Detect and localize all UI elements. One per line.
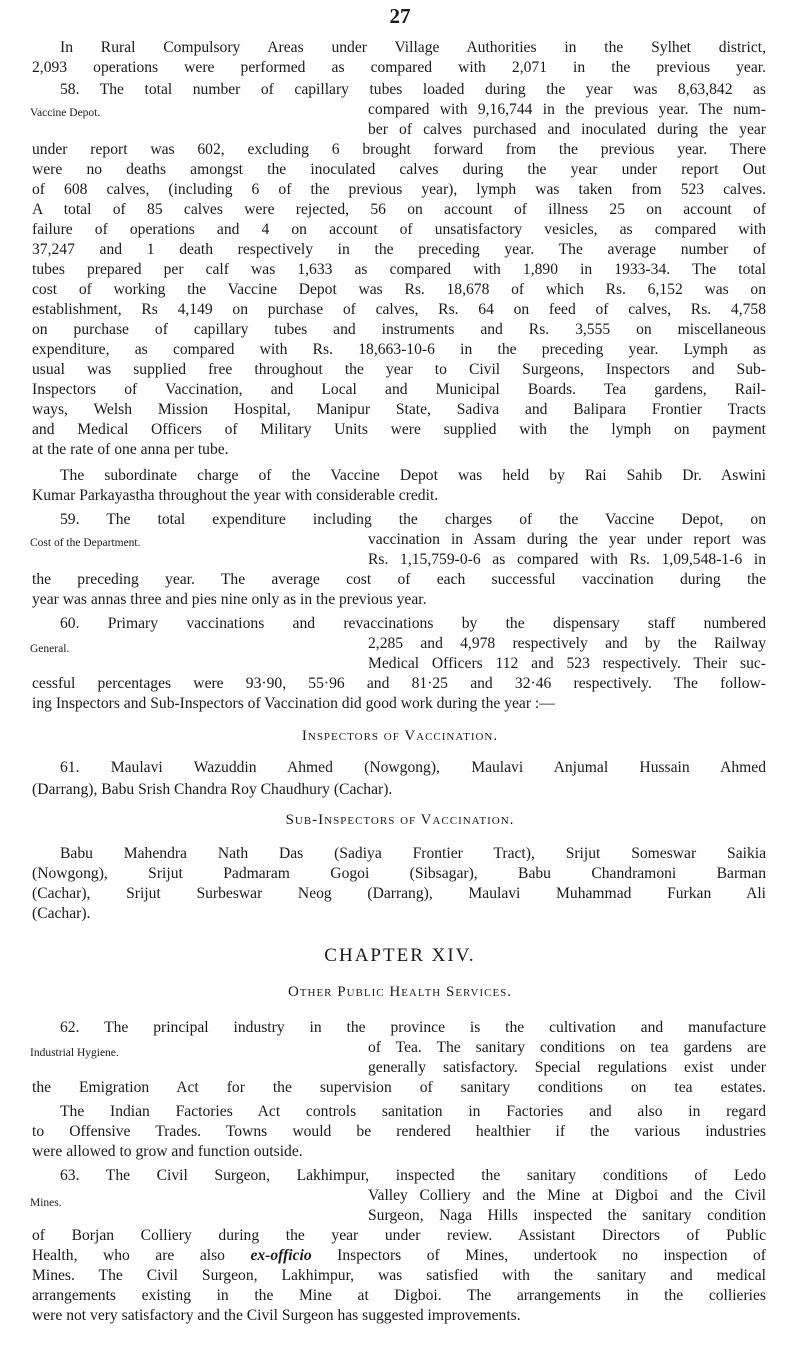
p58-line-10: tubes prepared per calf was 1,633 as compared with 1,890 in 1933-34. The total <box>32 261 766 278</box>
p58-line-8: failure of operations and 4 on account of unsatisfactory vesicles, as compared with <box>32 221 766 238</box>
p58-line-5: were no deaths amongst the inoculated calves during the year under report Out <box>32 161 766 178</box>
chapter-subtitle: Other Public Health Services. <box>287 984 513 1000</box>
ex-officio-text: ex-officio <box>250 1247 312 1264</box>
p62-line-5: The Indian Factories Act controls sanitation in Factories and also in regard <box>60 1103 766 1120</box>
p62-line-3: generally satisfactory. Special regulations exist under <box>368 1059 766 1076</box>
margin-note-vaccine-depot: Vaccine Depot. <box>30 107 101 119</box>
p63-line-7: arrangements existing in the Mine at Digboi. The arrangements in the collieries <box>32 1287 766 1304</box>
p58-line-20: The subordinate charge of the Vaccine Depot was held by Rai Sahib Dr. Aswini <box>60 467 766 484</box>
p59-line-2: vaccination in Assam during the year under report was <box>368 531 766 548</box>
p58-line-2: compared with 9,16,744 in the previous year. The num- <box>368 101 766 118</box>
p58-line-3: ber of calves purchased and inoculated during the year <box>368 121 766 138</box>
p58-line-12: establishment, Rs 4,149 on purchase of calves, Rs. 64 on feed of calves, Rs. 4,758 <box>32 301 766 318</box>
sub-inspectors-line-2: (Nowgong), Srijut Padmaram Gogoi (Sibsagar), Babu Chandramoni Barman <box>32 865 766 882</box>
p58-line-15: usual was supplied free throughout the year to Civil Surgeons, Inspectors and Sub- <box>32 361 766 378</box>
p62-line-2: of Tea. The sanitary conditions on tea gardens are <box>368 1039 766 1056</box>
p58-line-18: and Medical Officers of Military Units were supplied with the lymph on payment <box>32 421 766 438</box>
p58-line-21: Kumar Parkayastha throughout the year with considerable credit. <box>32 487 439 504</box>
p63-line-5: Health, who are also ex-officio Inspectors of Mines, undertook no inspection of <box>32 1247 766 1264</box>
p63-line-3: Surgeon, Naga Hills inspected the sanitary condition <box>368 1207 766 1224</box>
p62-line-4: the Emigration Act for the supervision of sanitary conditions on tea estates. <box>32 1079 766 1096</box>
sub-inspectors-heading: Sub-Inspectors of Vaccination. <box>285 812 515 828</box>
p58-line-11: cost of working the Vaccine Depot was Rs. 18,678 of which Rs. 6,152 was on <box>32 281 766 298</box>
p58-line-9: 37,247 and 1 death respectively in the preceding year. The average number of <box>32 241 766 258</box>
p60-line-1: 60. Primary vaccinations and revaccinations by the dispensary staff numbered <box>60 615 766 632</box>
p60-line-3: Medical Officers 112 and 523 respectively. Their suc- <box>368 655 766 672</box>
page-number: 27 <box>389 4 411 28</box>
margin-note-cost: Cost of the Department. <box>30 537 141 549</box>
p58-line-17: ways, Welsh Mission Hospital, Manipur State, Sadiva and Balipara Frontier Tracts <box>32 401 766 418</box>
p58-line-16: Inspectors of Vaccination, and Local and Municipal Boards. Tea gardens, Rail- <box>32 381 766 398</box>
p63-line-2: Valley Colliery and the Mine at Digboi and the Civil <box>368 1187 766 1204</box>
inspectors-heading: Inspectors of Vaccination. <box>301 728 499 744</box>
p63-line-1: 63. The Civil Surgeon, Lakhimpur, inspected the sanitary conditions of Ledo <box>60 1167 766 1184</box>
p58-line-7: A total of 85 calves were rejected, 56 on account of illness 25 on account of <box>32 201 766 218</box>
p62-line-1: 62. The principal industry in the province is the cultivation and manufacture <box>60 1019 766 1036</box>
p62-line-7: were allowed to grow and function outside. <box>32 1143 303 1160</box>
p58-line-13: on purchase of capillary tubes and instruments and Rs. 3,555 on miscellaneous <box>32 321 766 338</box>
intro-line-2: 2,093 operations were performed as compared with 2,071 in the previous year. <box>32 59 766 76</box>
p60-line-4: cessful percentages were 93·90, 55·96 and 81·25 and 32·46 respectively. The follow- <box>32 675 766 692</box>
p59-line-3: Rs. 1,15,759-0-6 as compared with Rs. 1,09,548-1-6 in <box>368 551 766 568</box>
p59-line-1: 59. The total expenditure including the charges of the Vaccine Depot, on <box>60 511 766 528</box>
sub-inspectors-line-1: Babu Mahendra Nath Das (Sadiya Frontier Tract), Srijut Someswar Saikia <box>60 845 766 862</box>
p63-line-6: Mines. The Civil Surgeon, Lakhimpur, was satisfied with the sanitary and medical <box>32 1267 766 1284</box>
p63-line-4: of Borjan Colliery during the year under review. Assistant Directors of Public <box>32 1227 766 1244</box>
sub-inspectors-line-4: (Cachar). <box>32 905 91 922</box>
p58-line-4: under report was 602, excluding 6 brought forward from the previous year. There <box>32 141 766 158</box>
inspectors-line-2: (Darrang), Babu Srish Chandra Roy Chaudhury (Cachar). <box>32 781 393 798</box>
inspectors-line-1: 61. Maulavi Wazuddin Ahmed (Nowgong), Maulavi Anjumal Hussain Ahmed <box>60 759 766 776</box>
p59-line-4: the preceding year. The average cost of each successful vaccination during the <box>32 571 766 588</box>
margin-note-industrial-hygiene: Industrial Hygiene. <box>30 1047 119 1059</box>
intro-line-1: In Rural Compulsory Areas under Village Authorities in the Sylhet district, <box>60 39 766 56</box>
p59-line-5: year was annas three and pies nine only as in the previous year. <box>32 591 427 608</box>
p62-line-6: to Offensive Trades. Towns would be rendered healthier if the various industries <box>32 1123 766 1140</box>
p58-line-19: at the rate of one anna per tube. <box>32 441 229 458</box>
margin-note-mines: Mines. <box>30 1197 62 1209</box>
p63-line-8: were not very satisfactory and the Civil Surgeon has suggested improvements. <box>32 1307 521 1324</box>
chapter-title: CHAPTER XIV. <box>324 945 476 966</box>
p58-line-6: of 608 calves, (including 6 of the previous year), lymph was taken from 523 calves. <box>32 181 766 198</box>
p60-line-5: ing Inspectors and Sub-Inspectors of Vaccination did good work during the year :— <box>32 695 555 712</box>
p58-line-14: expenditure, as compared with Rs. 18,663-10-6 in the preceding year. Lymph as <box>32 341 766 358</box>
p60-line-2: 2,285 and 4,978 respectively and by the Railway <box>368 635 766 652</box>
sub-inspectors-line-3: (Cachar), Srijut Surbeswar Neog (Darrang), Maulavi Muhammad Furkan Ali <box>32 885 766 902</box>
margin-note-general: General. <box>30 643 70 655</box>
p58-line-1: 58. The total number of capillary tubes loaded during the year was 8,63,842 as <box>60 81 766 98</box>
